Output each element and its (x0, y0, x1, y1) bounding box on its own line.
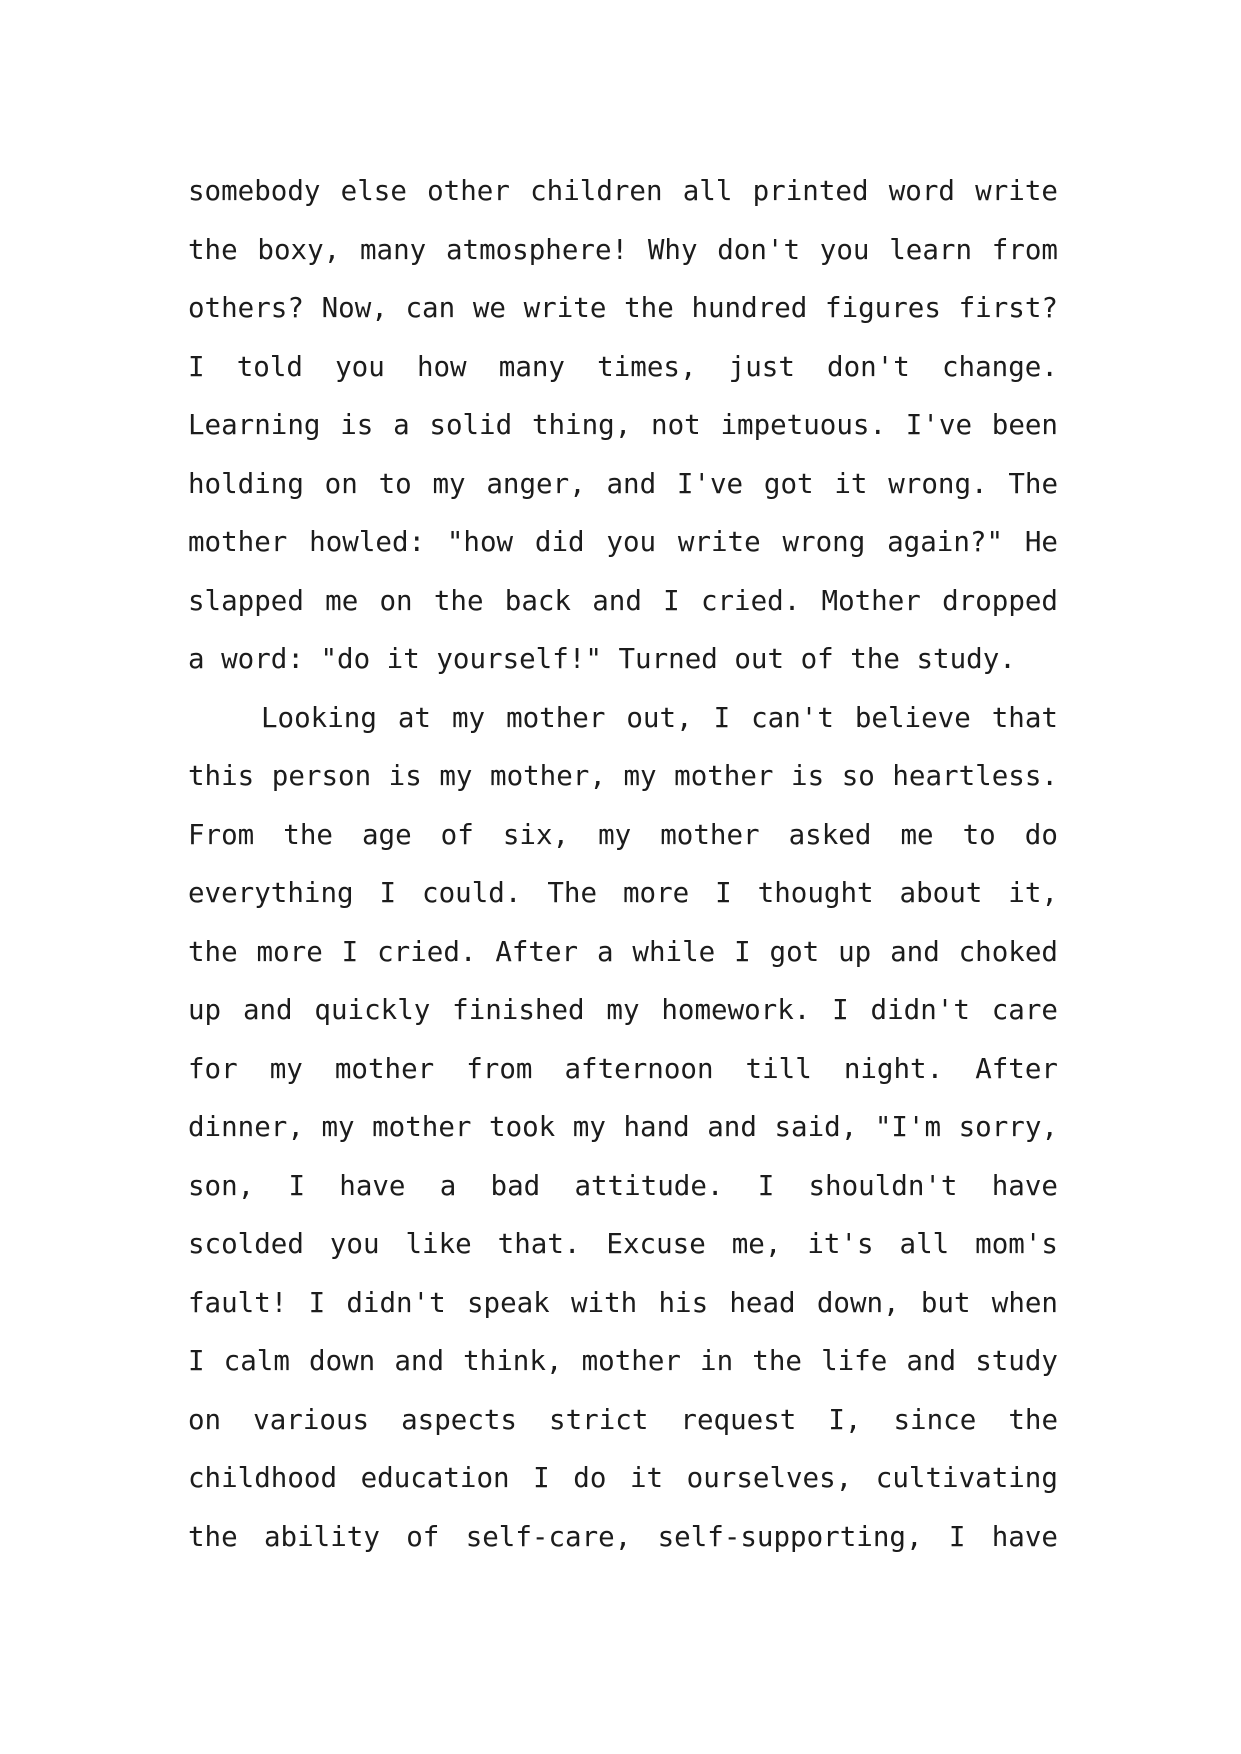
word: finished (452, 994, 585, 1026)
word: cried. (700, 584, 801, 617)
word: told (236, 350, 303, 383)
text-line (188, 455, 1058, 514)
word: from (991, 233, 1058, 266)
word: so (841, 760, 875, 792)
word: out, (626, 701, 693, 734)
word: you (335, 350, 385, 383)
word: wrong. (888, 467, 988, 500)
word: you (819, 233, 870, 266)
word: on (188, 1403, 222, 1436)
word: the (624, 292, 674, 324)
word: thought (757, 877, 874, 909)
word: didn't (870, 994, 970, 1026)
word: just (728, 350, 795, 383)
word: in (700, 1345, 734, 1377)
text-line-paragraph-start (188, 689, 1058, 748)
word: various (253, 1403, 370, 1436)
word: anger, (486, 467, 586, 500)
word: Now, (321, 292, 388, 324)
text-line (188, 1508, 1058, 1567)
word: we (472, 292, 506, 324)
word: to (378, 467, 412, 500)
word: and (890, 935, 940, 968)
word: till (745, 1052, 812, 1085)
word: change. (942, 350, 1058, 383)
word: mother (188, 526, 288, 558)
word: do (573, 1462, 607, 1494)
word: hundred (691, 292, 808, 324)
word: I (715, 877, 732, 909)
word: mom's (975, 1228, 1058, 1260)
word: more (256, 935, 323, 968)
word: ourselves, (686, 1462, 853, 1494)
word: while (632, 935, 716, 968)
word: Looking (261, 701, 377, 734)
word: down, (816, 1286, 900, 1319)
word: at (397, 701, 431, 734)
text-line (188, 923, 1058, 982)
word: mother (372, 1111, 472, 1143)
word: but (920, 1286, 971, 1319)
word: shouldn't (808, 1169, 958, 1202)
word: mother (581, 1345, 681, 1377)
word: the (283, 818, 333, 851)
word: The (547, 877, 598, 909)
text-line (188, 513, 1058, 572)
word: He (1024, 526, 1058, 558)
word: a (439, 1169, 457, 1202)
text-line (188, 1449, 1058, 1508)
word: other (427, 175, 510, 207)
word: more (622, 877, 690, 909)
word: is (340, 409, 374, 441)
word: from (466, 1052, 533, 1085)
word: dropped (942, 584, 1058, 617)
word: care (991, 994, 1058, 1026)
word: holding (188, 467, 304, 500)
word: my (451, 701, 486, 734)
word: After (975, 1052, 1058, 1085)
text-line (188, 806, 1058, 865)
word: times, (597, 350, 697, 383)
word: I (288, 1169, 306, 1202)
word: about (899, 877, 983, 909)
word: all (899, 1228, 950, 1260)
word: got (769, 935, 820, 968)
word: I (663, 584, 680, 617)
word: speak (466, 1286, 550, 1319)
word: printed (752, 175, 869, 207)
word: like (405, 1228, 472, 1260)
word: I (341, 935, 359, 968)
word: From (188, 818, 255, 851)
word: age (361, 818, 412, 851)
word: first? (958, 292, 1058, 324)
word: don't (827, 350, 910, 383)
word: a (596, 935, 614, 968)
word: is (388, 760, 422, 792)
word: and (242, 994, 293, 1026)
word: I (713, 701, 731, 734)
word: homework. (661, 994, 811, 1026)
word: with (570, 1286, 638, 1319)
word: self-supporting, (657, 1520, 923, 1553)
word: again?" (887, 526, 1004, 558)
word: cultivating (875, 1462, 1058, 1494)
word: sorry, (958, 1111, 1058, 1143)
word: The (1008, 467, 1058, 500)
word: up (188, 994, 222, 1026)
word: night. (843, 1052, 944, 1085)
word: it's (807, 1228, 874, 1260)
word: I (379, 877, 397, 909)
word: atmosphere! (445, 233, 629, 266)
word: education (360, 1462, 510, 1494)
word: I (734, 935, 751, 968)
word: on (379, 584, 413, 617)
word: choked (958, 935, 1058, 968)
word: howled: (309, 526, 426, 558)
body-text (188, 162, 1058, 1566)
word: how (416, 350, 467, 383)
word: me (900, 818, 934, 851)
word: self-care, (465, 1520, 632, 1553)
word: slapped (188, 584, 304, 617)
word: afternoon (564, 1052, 714, 1085)
word: Learning (188, 409, 321, 441)
word: I (533, 1462, 550, 1494)
word: said, (774, 1111, 858, 1143)
word: many (359, 233, 427, 266)
word: person (271, 760, 372, 792)
word: I (948, 1520, 966, 1553)
word: attitude. (574, 1169, 724, 1202)
word: childhood (188, 1462, 338, 1494)
word: I (832, 994, 849, 1026)
word: request (680, 1403, 797, 1436)
text-line (188, 279, 1058, 338)
word: did (534, 526, 585, 558)
word: mother (660, 818, 760, 851)
word: scolded (188, 1228, 304, 1260)
word: mother (334, 1052, 435, 1085)
word: it (629, 1462, 664, 1494)
word: quickly (314, 994, 431, 1026)
word: dinner, (188, 1111, 304, 1143)
word: ability (264, 1520, 380, 1553)
word: and (906, 1345, 957, 1377)
text-line (188, 1332, 1058, 1391)
word: the (188, 935, 238, 968)
word: the (188, 233, 238, 266)
word: that. (497, 1228, 581, 1260)
word: everything (188, 877, 354, 909)
word: study (975, 1345, 1058, 1377)
word: me, (731, 1228, 782, 1260)
word: mother, (490, 760, 606, 792)
word: my (269, 1052, 303, 1085)
word: my (321, 1111, 355, 1143)
word: my (598, 818, 632, 851)
word: it (834, 467, 868, 500)
word: figures (825, 292, 941, 324)
text-line (188, 1040, 1058, 1099)
word: life (821, 1345, 888, 1377)
word: that (991, 701, 1058, 734)
word: write (975, 175, 1058, 207)
word: write (523, 292, 607, 324)
word: my (439, 760, 473, 792)
word: six, (502, 818, 570, 851)
text-line (188, 162, 1058, 221)
word: is (791, 760, 825, 792)
text-line-paragraph-end: a word: "do it yourself!" Turned out of the study. (188, 643, 1016, 675)
word: my (606, 994, 640, 1026)
text-line (188, 1098, 1058, 1157)
text-line (188, 864, 1058, 923)
word: and (592, 584, 642, 617)
word: impetuous. (720, 409, 887, 441)
word: I've (676, 467, 744, 500)
word: all (682, 175, 733, 207)
word: didn't (346, 1286, 446, 1319)
word: have (991, 1520, 1058, 1553)
word: my (623, 760, 657, 792)
word: my (432, 467, 466, 500)
word: believe (854, 701, 971, 734)
word: me (325, 584, 359, 617)
word: I (308, 1286, 326, 1319)
word: I, (828, 1403, 862, 1436)
word: the (433, 584, 484, 617)
word: have (991, 1169, 1058, 1202)
word: can (405, 292, 456, 324)
word: word (888, 175, 955, 207)
word: else (340, 175, 407, 207)
word: the (1008, 1403, 1058, 1436)
word: when (991, 1286, 1058, 1319)
word: mother (506, 701, 606, 734)
text-line (188, 1215, 1058, 1274)
word: not (651, 409, 701, 441)
word: After (495, 935, 579, 968)
word: back (504, 584, 571, 617)
word: aspects (401, 1403, 517, 1436)
text-line (188, 1274, 1058, 1333)
text-line (188, 1157, 1058, 1216)
word: children (530, 175, 663, 207)
word: been (991, 409, 1058, 441)
word: fault! (188, 1286, 288, 1319)
word: mother (674, 760, 774, 792)
word: "how (446, 526, 514, 558)
word: calm (223, 1345, 290, 1377)
word: down (309, 1345, 376, 1377)
word: of (440, 818, 474, 851)
word: cried. (377, 935, 477, 968)
word: hand (623, 1111, 690, 1143)
text-line (188, 338, 1058, 397)
word: and (394, 1345, 445, 1377)
word: bad (490, 1169, 541, 1202)
word: I (757, 1169, 775, 1202)
text-line (188, 572, 1058, 631)
word: have (339, 1169, 406, 1202)
word: head (729, 1286, 796, 1319)
text-line (188, 1391, 1058, 1450)
text-line (188, 747, 1058, 806)
word: Excuse (606, 1228, 706, 1260)
word: of (406, 1520, 440, 1553)
word: son, (188, 1169, 255, 1202)
word: took (489, 1111, 556, 1143)
word: Why (647, 233, 698, 266)
word: asked (788, 818, 872, 851)
word: don't (717, 233, 801, 266)
word: wrong (782, 526, 866, 558)
word: a (393, 409, 410, 441)
word: to (962, 818, 996, 851)
word: and (606, 467, 657, 500)
word: I've (905, 409, 973, 441)
word: somebody (188, 175, 321, 207)
word: the (752, 1345, 802, 1377)
word: write (677, 526, 761, 558)
word: can't (751, 701, 834, 734)
word: and (707, 1111, 757, 1143)
word: you (329, 1228, 380, 1260)
word: many (498, 350, 565, 383)
word: it, (1008, 877, 1058, 909)
word: this (188, 760, 255, 792)
word: I (188, 350, 205, 383)
word: on (324, 467, 358, 500)
word: up (838, 935, 872, 968)
word: heartless. (892, 760, 1058, 792)
word: for (188, 1052, 238, 1085)
word: his (658, 1286, 709, 1319)
word: the (188, 1520, 238, 1553)
word: do (1024, 818, 1058, 851)
word: others? (188, 292, 304, 324)
word: got (763, 467, 814, 500)
text-line (188, 981, 1058, 1040)
word: "I'm (874, 1111, 942, 1143)
word: since (893, 1403, 977, 1436)
word: Mother (821, 584, 921, 617)
word: learn (889, 233, 973, 266)
word: you (606, 526, 657, 558)
word: boxy, (257, 233, 341, 266)
text-line (188, 396, 1058, 455)
text-line (188, 221, 1058, 280)
word: my (572, 1111, 606, 1143)
word: I (188, 1345, 205, 1377)
word: solid (429, 409, 513, 441)
word: strict (549, 1403, 649, 1436)
word: could. (422, 877, 522, 909)
word: think, (463, 1345, 563, 1377)
word: thing, (531, 409, 632, 441)
